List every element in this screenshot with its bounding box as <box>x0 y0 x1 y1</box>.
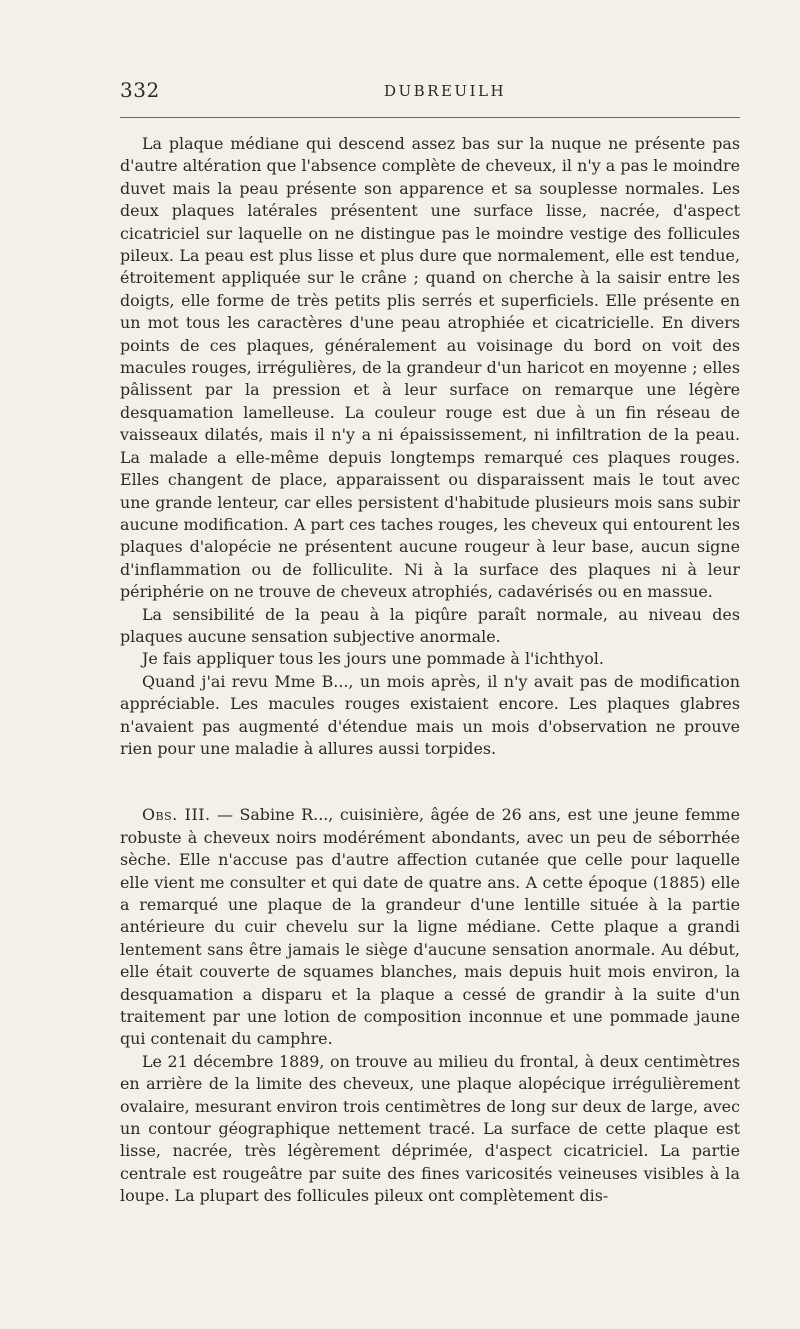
running-head: DUBREUILH <box>384 82 507 100</box>
page-number: 332 <box>120 78 160 102</box>
section-gap <box>120 760 740 804</box>
body-text <box>120 133 740 1208</box>
observation-paragraph <box>120 804 740 1050</box>
paragraph: La plaque médiane qui descend assez bas sur la nuque ne présente pas d'autre altération que l'absence complète de cheveux, il n'y a pas le moindre duvet mais la peau présente son apparence et sa souplesse normales. Les deux plaques latérales présentent une surface lisse, nacrée, d'aspect cicatriciel sur laquelle on ne distingue pas le moindre vestige des follicules pileux. La peau est plus lisse et plus dure que normalement, elle est tendue, étroitement appliquée sur le crâne ; quand on cherche à la saisir entre les doigts, elle forme de très petits plis serrés et superficiels. Elle présente en un mot tous les caractères d'une peau atrophiée et cicatricielle. En divers points de ces plaques, généralement au voisinage du bord on voit des macules rouges, irrégulières, de la grandeur d'un haricot en moyenne ; elles pâlissent par la pression et à leur surface on remarque une légère desquamation lamelleuse. La couleur rouge est due à un fin réseau de vaisseaux dilatés, mais il n'y a ni épaississement, ni infiltration de la peau. La malade a elle-même depuis longtemps remarqué ces plaques rouges. Elles changent de place, apparaissent ou disparaissent mais le tout avec une grande lenteur, car elles persistent d'habitude plusieurs mois sans subir aucune modification. A part ces taches rouges, les cheveux qui entourent les plaques d'alopécie ne présentent aucune rougeur à leur base, aucun signe d'inflammation ou de folliculite. Ni à la surface des plaques ni à leur périphérie on ne trouve de cheveux atrophiés, cadavérisés ou en massue. <box>120 134 740 602</box>
paragraph: Le 21 décembre 1889, on trouve au milieu du frontal, à deux centimètres en arrière de la limite des cheveux, une plaque alopécique irrégulièrement ovalaire, mesurant environ trois centimètres de long sur deux de large, avec un contour géographique nettement tracé. La surface de cette plaque est lisse, nacrée, très légèrement déprimée, d'aspect cicatriciel. La partie centrale est rougeâtre par suite des fines varicosités veineuses visibles à la loupe. La plupart des follicules pileux ont complètement dis- <box>120 1051 740 1206</box>
observation-text: — Sabine R..., cuisinière, âgée de 26 ans, est une jeune femme robuste à cheveux noirs modérément abondants, avec un peu de séborrhée sèche. Elle n'accuse pas d'autre affection cutanée que celle pour laquelle elle vient me consulter et qui date de quatre ans. A cette époque (1885) elle a remarqué une plaque de la grandeur d'une lentille située à la partie antérieure du cuir chevelu sur la ligne médiane. Cette plaque a grandi lentement sans être jamais le siège d'aucune sensation anormale. Au début, elle était couverte de squames blanches, mais depuis huit mois environ, la desquamation a disparu et la plaque a cessé de grandir à la suite d'un traitement par une lotion de composition inconnue et une pommade jaune qui contenait du camphre. <box>120 805 740 1049</box>
header-rule <box>120 117 740 118</box>
observation-label: Obs. III. <box>142 805 211 825</box>
paragraph: La sensibilité de la peau à la piqûre paraît normale, au niveau des plaques aucune sensation subjective anormale. <box>120 604 740 646</box>
paragraph: Je fais appliquer tous les jours une pommade à l'ichthyol. <box>142 649 604 669</box>
page-header <box>120 78 740 106</box>
paragraph: Quand j'ai revu Mme B..., un mois après, il n'y avait pas de modification appréciable. Les macules rouges existaient encore. Les plaques glabres n'avaient pas augmenté d'étendue mais un mois d'observation ne prouve rien pour une maladie à allures aussi torpides. <box>120 671 740 758</box>
